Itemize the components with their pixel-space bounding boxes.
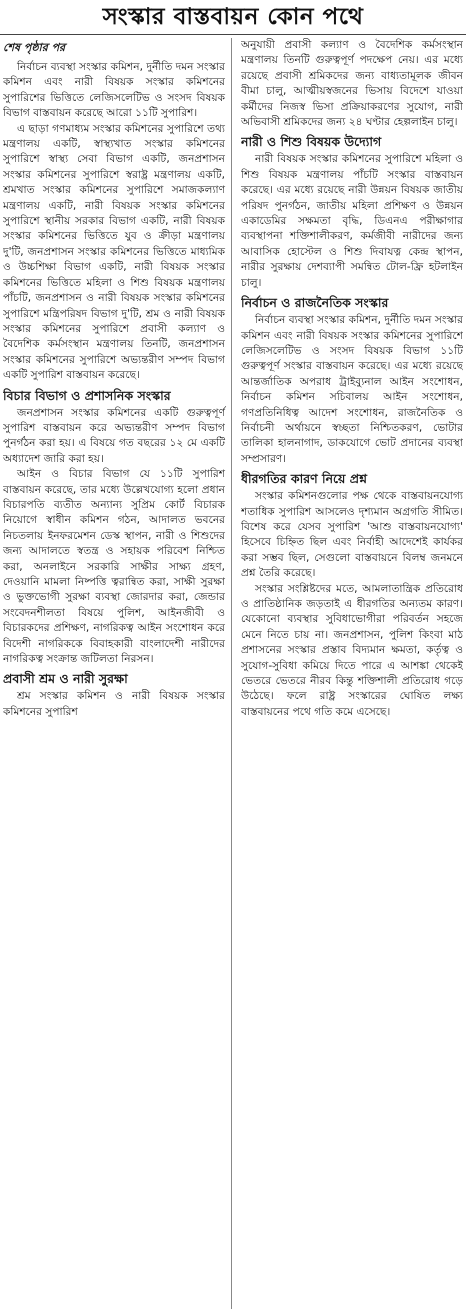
left-column [3,38,232,1309]
section-heading: ধীরগতির কারণ নিয়ে প্রশ্ন [241,471,367,487]
right-column [241,38,463,1309]
paragraph: অনুযায়ী প্রবাসী কল্যাণ ও বৈদেশিক কর্মসংস্থান মন্ত্রণালয় তিনটি গুরুত্বপূর্ণ পদক্ষেপ নেয়। এর মধ্যে রয়েছে প্রবাসী শ্রমিকদের জন্য বাধ্যতামূলক জীবন বীমা চালু, আত্মীয়স্বজনের ভিসায় বিদেশে যাওয়া কর্মীদের নিজস্ব ভিসা প্রক্রিয়াকরণের সুযোগ, নারী অভিবাসী শ্রমিকদের জন্য ২৪ ঘণ্টার হেল্পলাইন চালু। [241,39,463,129]
continued-from-label: শেষ পৃষ্ঠার পর [3,41,66,54]
paragraph: জনপ্রশাসন সংস্কার কমিশনের একটি গুরুত্বপূর্ণ সুপারিশ বাস্তবায়ন করে অভ্যন্তরীণ সম্পদ বিভাগ পুনর্গঠন করা হয়। এ বিষয়ে গত বছরের ১২ মে একটি অধ্যাদেশ জারি করা হয়। [3,406,225,465]
paragraph: নির্বাচন ব্যবস্থা সংস্কার কমিশন, দুর্নীতি দমন সংস্কার কমিশন এবং নারী বিষয়ক সংস্কার কমিশনের সুপারিশের ভিত্তিতে লেজিসলেটিভ ও সংসদ বিষয়ক বিভাগ বাস্তবায়ন করেছে আরো ১১টি সুপারিশ। [3,61,225,120]
paragraph: আইন ও বিচার বিভাগ যে ১১টি সুপারিশ বাস্তবায়ন করেছে, তার মধ্যে উল্লেখযোগ্য হলো প্রধান বিচারপতি ব্যতীত অন্যান্য সুপ্রিম কোর্ট বিচারক নিয়োগে স্বাধীন কমিশন গঠন, আদালত ভবনের নিচতলায় ইনফরমেশন ডেস্ক স্থাপন, নারী ও শিশুদের জন্য আদালতে স্বতন্ত্র ও সহায়ক পরিবেশ নিশ্চিত করা, অনলাইনে সরকারি সাক্ষীর সাক্ষ্য গ্রহণ, দেওয়ানি মামলা নিষ্পত্তি ত্বরান্বিত করা, সাক্ষী সুরক্ষা ও ভুক্তভোগী সুরক্ষা ব্যবস্থা জোরদার করা, জেন্ডার সংবেদনশীলতা বিষয়ে পুলিশ, আইনজীবী ও বিচারকদের প্রশিক্ষণ, নাগরিকত্ব আইন সংশোধন করে বিদেশী নাগরিককে বিবাহকারী বাংলাদেশী নারীদের নাগরিকত্ব সংক্রান্ত জটিলতা নিরসন। [3,468,225,666]
paragraph: সংস্কার কমিশনগুলোর পক্ষ থেকে বাস্তবায়নযোগ্য শতাধিক সুপারিশ আসলেও দৃশ্যমান অগ্রগতি সীমিত। বিশেষ করে যেসব সুপারিশ 'আশু বাস্তবায়নযোগ্য' হিসেবে চিহ্নিত ছিল এবং নির্বাহী আদেশেই কার্যকর করা সম্ভব ছিল, সেগুলো বাস্তবায়নে বিলম্ব জনমনে প্রশ্ন তৈরি করেছে। [241,490,463,580]
paragraph: নারী বিষয়ক সংস্কার কমিশনের সুপারিশে মহিলা ও শিশু বিষয়ক মন্ত্রণালয় পাঁচটি সংস্কার বাস্তবায়ন করেছে। এর মধ্যে রয়েছে নারী উন্নয়ন বিষয়ক জাতীয় পরিষদ পুনর্গঠন, জাতীয় মহিলা প্রশিক্ষণ ও উন্নয়ন একাডেমির সক্ষমতা বৃদ্ধি, ডিএনএ পরীক্ষাগার ব্যবস্থাপনা শক্তিশালীকরণ, কর্মজীবী নারীদের জন্য আবাসিক হোস্টেল ও শিশু দিবাযত্ন কেন্দ্র স্থাপন, নারীর সুরক্ষায় দেশব্যাপী সমন্বিত টোল-ফ্রি হটলাইন চালু। [241,153,463,289]
paragraph: সংস্কার সংশ্লিষ্টদের মতে, আমলাতান্ত্রিক প্রতিরোধ ও প্রাতিষ্ঠানিক জড়তাই এ ধীরগতির অন্যতম কারণ। যেকোনো ব্যবস্থার সুবিধাভোগীরা পরিবর্তন সহজে মেনে নিতে চায় না। জনপ্রশাসন, পুলিশ কিংবা মাঠ প্রশাসনের সংস্কার প্রস্তাব বিদ্যমান ক্ষমতা, কর্তৃত্ব ও সুযোগ-সুবিধা কমিয়ে দিতে পারে এ আশঙ্কা থেকেই ভেতরে ভেতরে নীরব কিন্তু শক্তিশালী প্রতিরোধ গড়ে উঠেছে। ফলে রাষ্ট্র সংস্কারের ঘোষিত লক্ষ্য বাস্তবায়নের পথে গতি কমে এসেছে। [241,582,463,718]
section-heading: নারী ও শিশু বিষয়ক উদ্যোগ [241,134,382,150]
paragraph: এ ছাড়া গণমাধ্যম সংস্কার কমিশনের সুপারিশে তথ্য মন্ত্রণালয় একটি, স্বাস্থ্যখাত সংস্কার কমিশনের সুপারিশে স্বাস্থ্য সেবা বিভাগ একটি, জনপ্রশাসন সংস্কার কমিশনের সুপারিশে স্বরাষ্ট্র মন্ত্রণালয় একটি, শ্রমখাত সংস্কার কমিশনের সুপারিশে সমাজকল্যাণ মন্ত্রণালয় একটি, নারী বিষয়ক সংস্কার কমিশনের সুপারিশে স্থানীয় সরকার বিভাগ একটি, নারী বিষয়ক সংস্কার কমিশনের ভিত্তিতে যুব ও ক্রীড়া মন্ত্রণালয় দু'টি, জনপ্রশাসন সংস্কার কমিশনের ভিত্তিতে মাধ্যমিক ও উচ্চশিক্ষা বিভাগ একটি, নারী বিষয়ক সংস্কার কমিশনের ভিত্তিতে মহিলা ও শিশু বিষয়ক মন্ত্রণালয় পাঁচটি, জনপ্রশাসন ও নারী বিষয়ক সংস্কার কমিশনের সুপারিশে মন্ত্রিপরিষদ বিভাগ দু'টি, শ্রম ও নারী বিষয়ক সংস্কার কমিশনের সুপারিশে প্রবাসী কল্যাণ ও বৈদেশিক কর্মসংস্থান মন্ত্রণালয় তিনটি, জনপ্রশাসন সংস্কার কমিশনের সুপারিশে অভ্যন্তরীণ সম্পদ বিভাগ একটি সুপারিশ বাস্তবায়ন করেছে। [3,122,225,382]
article-columns [3,38,463,1309]
article-headline: সংস্কার বাস্তবায়ন কোন পথে [0,0,466,35]
section-heading: প্রবাসী শ্রম ও নারী সুরক্ষা [3,671,128,687]
section-heading: নির্বাচন ও রাজনৈতিক সংস্কার [241,295,389,311]
section-heading: বিচার বিভাগ ও প্রশাসনিক সংস্কার [3,387,171,403]
paragraph: শ্রম সংস্কার কমিশন ও নারী বিষয়ক সংস্কার কমিশনের সুপারিশ [3,690,225,718]
paragraph: নির্বাচন ব্যবস্থা সংস্কার কমিশন, দুর্নীতি দমন সংস্কার কমিশন এবং নারী বিষয়ক সংস্কার কমিশনের সুপারিশে লেজিসলেটিভ ও সংসদ বিষয়ক বিভাগ ১১টি গুরুত্বপূর্ণ সংস্কার বাস্তবায়ন করেছে। এর মধ্যে রয়েছে আন্তর্জাতিক অপরাধ ট্রাইব্যুনাল আইন সংশোধন, নির্বাচন কমিশন সচিবালয় আইন সংশোধন, গণপ্রতিনিধিত্ব আদেশ সংশোধন, রাজনৈতিক ও নির্বাচনী অর্থায়নে স্বচ্ছতা নিশ্চিতকরণ, ভোটার তালিকা হালনাগাদ, ডাকযোগে ভোট প্রদানের ব্যবস্থা সম্প্রসারণ। [241,314,463,465]
